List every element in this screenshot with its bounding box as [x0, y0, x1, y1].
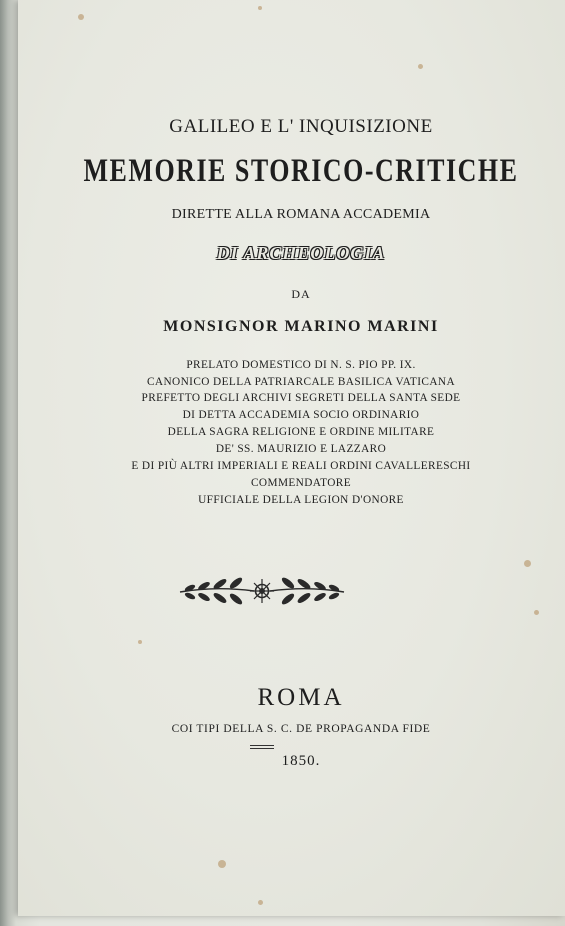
- imprint-year: 1850.: [281, 753, 321, 769]
- foxing-spot: [524, 560, 531, 567]
- title-page: [18, 0, 565, 916]
- printer-line: COI TIPI DELLA S. C. DE PROPAGANDA FIDE: [171, 723, 431, 735]
- foxing-spot: [218, 860, 226, 868]
- author-title: PRELATO DOMESTICO DI N. S. PIO PP. IX.: [186, 359, 416, 371]
- author-title: DE' SS. MAURIZIO E LAZZARO: [215, 443, 387, 455]
- foxing-spot: [418, 64, 423, 69]
- foxing-spot: [258, 6, 262, 10]
- academy-name: DI ARCHEOLOGIA: [216, 243, 386, 263]
- author-name: MONSIGNOR MARINO MARINI: [163, 318, 439, 335]
- author-title: COMMENDATORE: [251, 477, 351, 489]
- floral-ornament-icon: [176, 574, 348, 610]
- foxing-spot: [258, 900, 263, 905]
- author-title: PREFETTO DEGLI ARCHIVI SEGRETI DELLA SANTA SEDE: [141, 392, 461, 404]
- author-title: CANONICO DELLA PATRIARCALE BASILICA VATICANA: [147, 376, 455, 388]
- dedication-line: DIRETTE ALLA ROMANA ACCADEMIA: [171, 207, 431, 222]
- author-title: DELLA SAGRA RELIGIONE E ORDINE MILITARE: [167, 426, 435, 438]
- author-title: UFFICIALE DELLA LEGION D'ONORE: [198, 494, 404, 506]
- imprint-city: ROMA: [257, 684, 345, 711]
- subject-line: GALILEO E L' INQUISIZIONE: [169, 116, 433, 137]
- foxing-spot: [534, 610, 539, 615]
- foxing-spot: [78, 14, 84, 20]
- author-title: E DI PIÙ ALTRI IMPERIALI E REALI ORDINI CAVALLERESCHI: [131, 460, 471, 472]
- imprint-rule: [250, 745, 274, 749]
- by-line: DA: [291, 287, 311, 301]
- author-title: DI DETTA ACCADEMIA SOCIO ORDINARIO: [182, 409, 420, 421]
- main-title: MEMORIE STORICO-CRITICHE: [83, 152, 519, 189]
- foxing-spot: [138, 640, 142, 644]
